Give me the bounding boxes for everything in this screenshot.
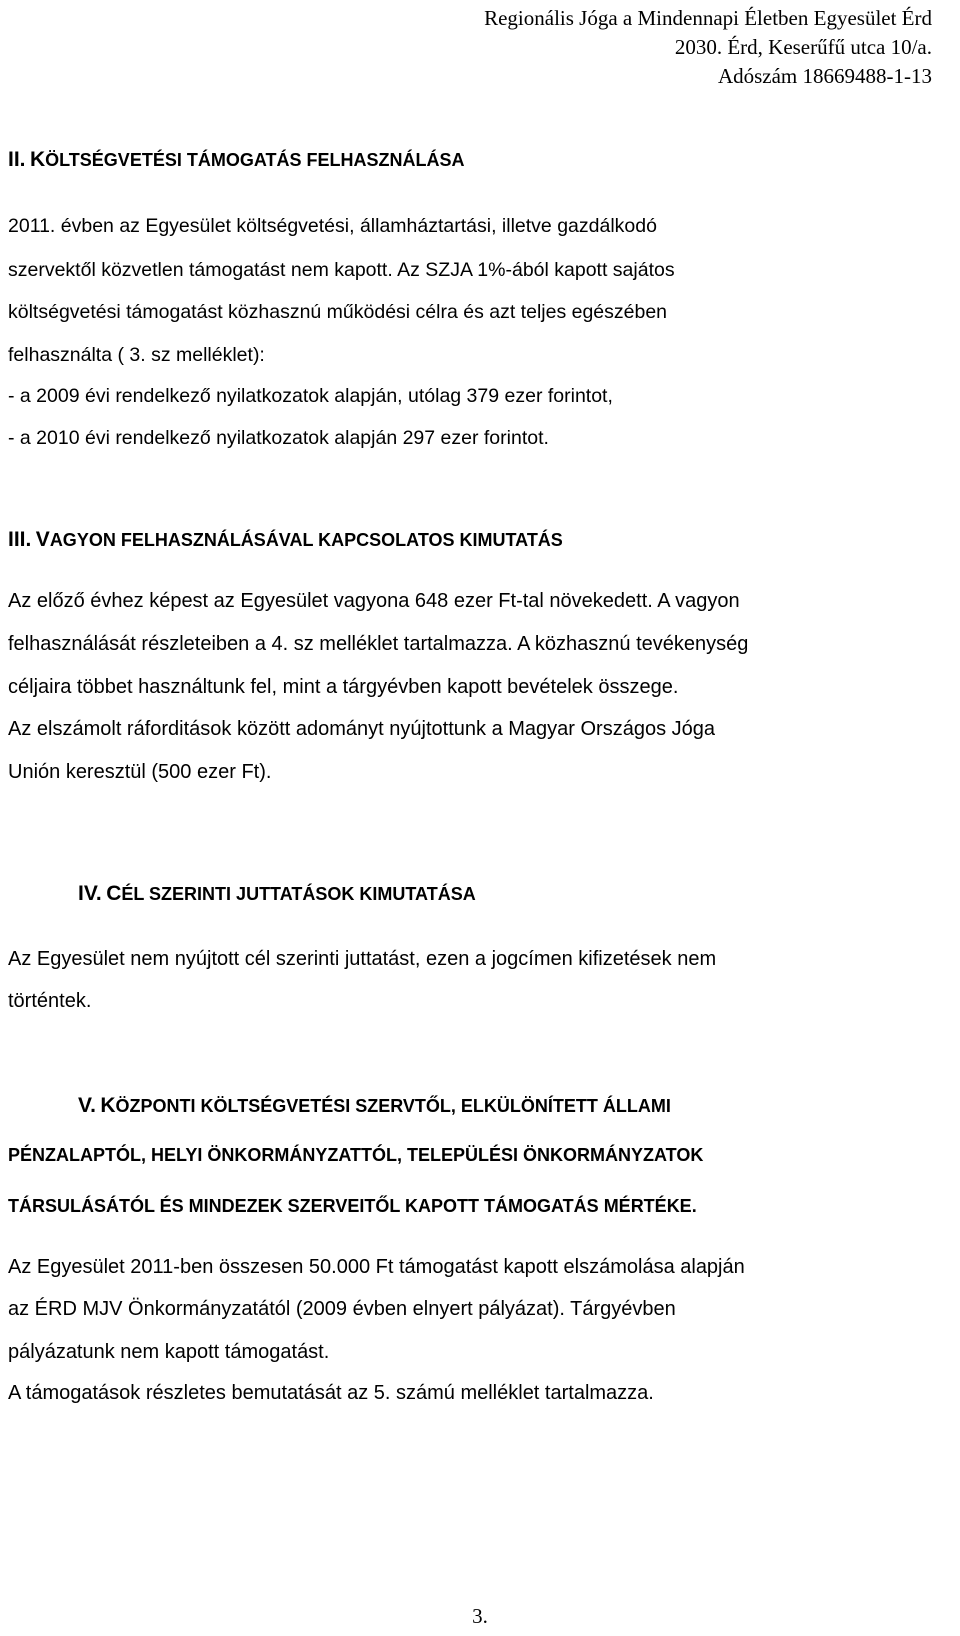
section-2-line-4: felhasználta ( 3. sz melléklet): (8, 344, 265, 366)
section-3-line-5: Unión keresztül (500 ezer Ft). (8, 761, 272, 783)
section-3-line-4: Az elszámolt ráforditások között adományt nyújtottunk a Magyar Országos Jóga (8, 718, 716, 740)
page-number: 3. (472, 1604, 488, 1628)
section-3-title: III. VAGYON FELHASZNÁLÁSÁVAL KAPCSOLATOS KIMUTATÁS (8, 528, 563, 551)
section-5-line-1: Az Egyesület 2011-ben összesen 50.000 Ft támogatást kapott elszámolása alapján (8, 1256, 745, 1278)
section-2-line-6: - a 2010 évi rendelkező nyilatkozatok alapján 297 ezer forintot. (8, 427, 549, 449)
section-2-title: II. KÖLTSÉGVETÉSI TÁMOGATÁS FELHASZNÁLÁSA (8, 148, 465, 171)
org-address: 2030. Érd, Keserűfű utca 10/a. (674, 35, 932, 59)
section-2-line-5: - a 2009 évi rendelkező nyilatkozatok alapján, utólag 379 ezer forintot, (8, 385, 613, 407)
section-5-line-2: az ÉRD MJV Önkormányzatától (2009 évben elnyert pályázat). Tárgyévben (8, 1298, 676, 1320)
section-2-line-3: költségvetési támogatást közhasznú működési célra és azt teljes egészében (8, 301, 668, 323)
section-3-line-2: felhasználását részleteiben a 4. sz melléklet tartalmazza. A közhasznú tevékenység (8, 633, 749, 655)
section-2-line-2: szervektől közvetlen támogatást nem kapott. Az SZJA 1%-ából kapott sajátos (8, 259, 675, 281)
section-5-title-line-2: PÉNZALAPTÓL, HELYI ÖNKORMÁNYZATTÓL, TELEPÜLÉSI ÖNKORMÁNYZATOK (8, 1145, 704, 1165)
section-4-title: IV. CÉL SZERINTI JUTTATÁSOK KIMUTATÁSA (78, 882, 476, 905)
organization-header (484, 4, 932, 91)
org-tax-id: Adószám 18669488-1-13 (717, 64, 932, 88)
section-3-line-1: Az előző évhez képest az Egyesület vagyona 648 ezer Ft-tal növekedett. A vagyon (8, 590, 740, 612)
section-5-title-line-3: TÁRSULÁSÁTÓL ÉS MINDEZEK SZERVEITŐL KAPOTT TÁMOGATÁS MÉRTÉKE. (8, 1196, 697, 1216)
org-name: Regionális Jóga a Mindennapi Életben Egyesület Érd (484, 6, 932, 30)
section-4-line-2: történtek. (8, 990, 92, 1012)
section-2-line-1: 2011. évben az Egyesület költségvetési, államháztartási, illetve gazdálkodó (8, 215, 657, 237)
section-3-line-3: céljaira többet használtunk fel, mint a tárgyévben kapott bevételek összege. (8, 676, 679, 698)
section-5-line-4: A támogatások részletes bemutatását az 5. számú melléklet tartalmazza. (8, 1382, 654, 1404)
section-4-line-1: Az Egyesület nem nyújtott cél szerinti juttatást, ezen a jogcímen kifizetések nem (8, 948, 717, 970)
section-5-title-line-1: V. KÖZPONTI KÖLTSÉGVETÉSI SZERVTŐL, ELKÜLÖNÍTETT ÁLLAMI (78, 1094, 671, 1117)
section-5-line-3: pályázatunk nem kapott támogatást. (8, 1341, 330, 1363)
